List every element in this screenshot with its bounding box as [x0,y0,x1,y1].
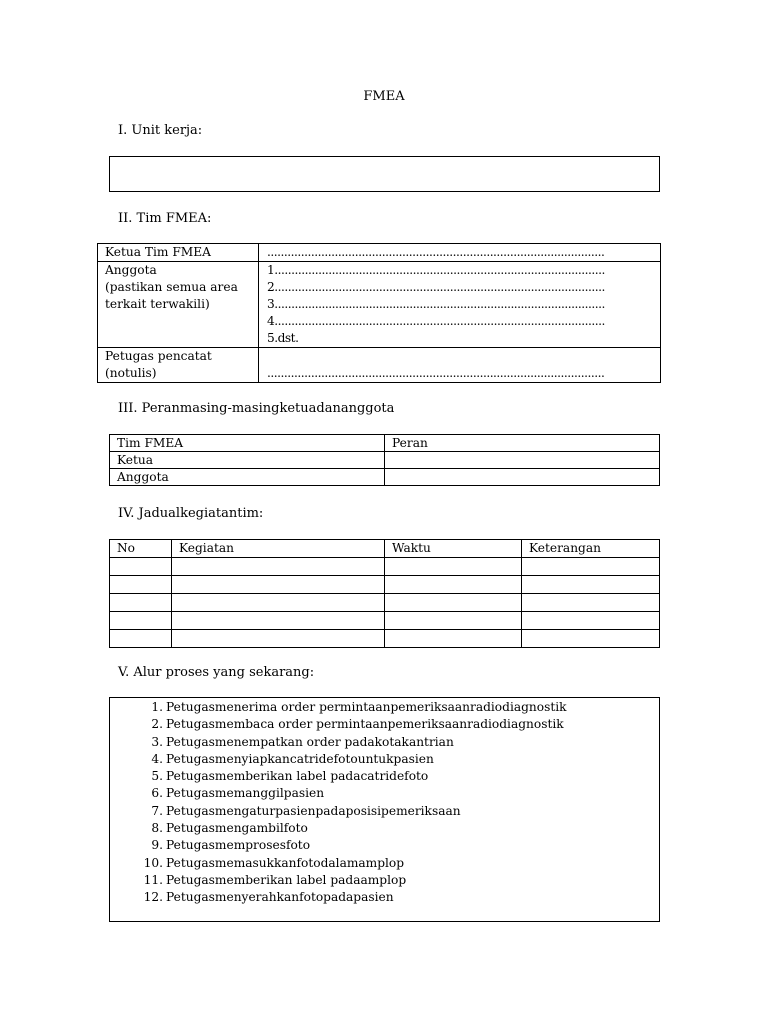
col-header: Keterangan [522,540,660,558]
table-row [110,612,660,630]
list-item: 5.dst. [267,331,299,345]
table-row [98,348,661,383]
list-item: 1.................................................................................................. [267,263,605,277]
alur-proses-list [135,699,567,907]
page-title: FMEA [363,89,405,104]
ketua-value[interactable]: .................................................................................................... [259,244,661,262]
list-item: 7. Petugasmengaturpasienpadaposisipemeriksaan [151,803,461,818]
col-header: Waktu [385,540,522,558]
col-header: Kegiatan [172,540,385,558]
unit-kerja-heading: I. Unit kerja: [118,123,203,138]
ketua-label: Ketua Tim FMEA [98,244,259,262]
list-item: 12. Petugasmenyerahkanfotopadapasien [143,890,394,905]
list-item: 1. Petugasmenerima order permintaanpemeriksaanradiodiagnostik [151,700,567,714]
tim-fmea-table [97,243,661,383]
unit-kerja-field[interactable] [109,156,660,192]
table-cell: Anggota [110,469,385,486]
table-header-row [110,540,660,558]
table-cell[interactable] [385,469,660,486]
col-header: Peran [385,435,660,452]
petugas-label: Petugas pencatat (notulis) [98,348,259,383]
table-cell[interactable] [385,452,660,469]
anggota-label: Anggota (pastikan semua area terkait terwakili) [98,262,259,348]
list-item: 2.................................................................................................. [267,280,605,294]
table-row [110,452,660,469]
table-row [110,469,660,486]
table-row [98,262,661,348]
table-row [110,558,660,576]
alur-proses-heading: V. Alur proses yang sekarang: [118,665,315,680]
anggota-values[interactable] [259,262,661,348]
col-header: Tim FMEA [110,435,385,452]
list-item: 4.................................................................................................. [267,314,605,328]
list-item: 5. Petugasmemberikan label padacatridefoto [151,769,429,784]
list-item: 3. Petugasmenempatkan order padakotakantrian [151,734,454,749]
peran-heading: III. Peranmasing-masingketuadananggota [118,401,395,416]
table-row [98,244,661,262]
table-row [110,576,660,594]
table-row [110,594,660,612]
petugas-value[interactable]: .................................................................................................... [259,348,661,383]
list-item: 9. Petugasmemprosesfoto [151,838,311,853]
list-item: 6. Petugasmemanggilpasien [151,786,325,801]
jadual-heading: IV. Jadualkegiatantim: [118,506,264,521]
list-item: 3.................................................................................................. [267,297,605,311]
table-row [110,630,660,648]
tim-fmea-heading: II. Tim FMEA: [118,211,212,226]
list-item: 8. Petugasmengambilfoto [151,821,308,836]
table-header-row [110,435,660,452]
list-item: 4. Petugasmenyiapkancatridefotountukpasien [151,751,434,766]
list-item: 2. Petugasmembaca order permintaanpemeriksaanradiodiagnostik [151,717,564,732]
list-item: 11. Petugasmemberikan label padaamplop [143,872,407,887]
list-item: 10. Petugasmemasukkanfotodalamamplop [143,855,405,870]
col-header: No [110,540,172,558]
table-cell: Ketua [110,452,385,469]
jadual-table [109,539,660,648]
peran-table [109,434,660,486]
